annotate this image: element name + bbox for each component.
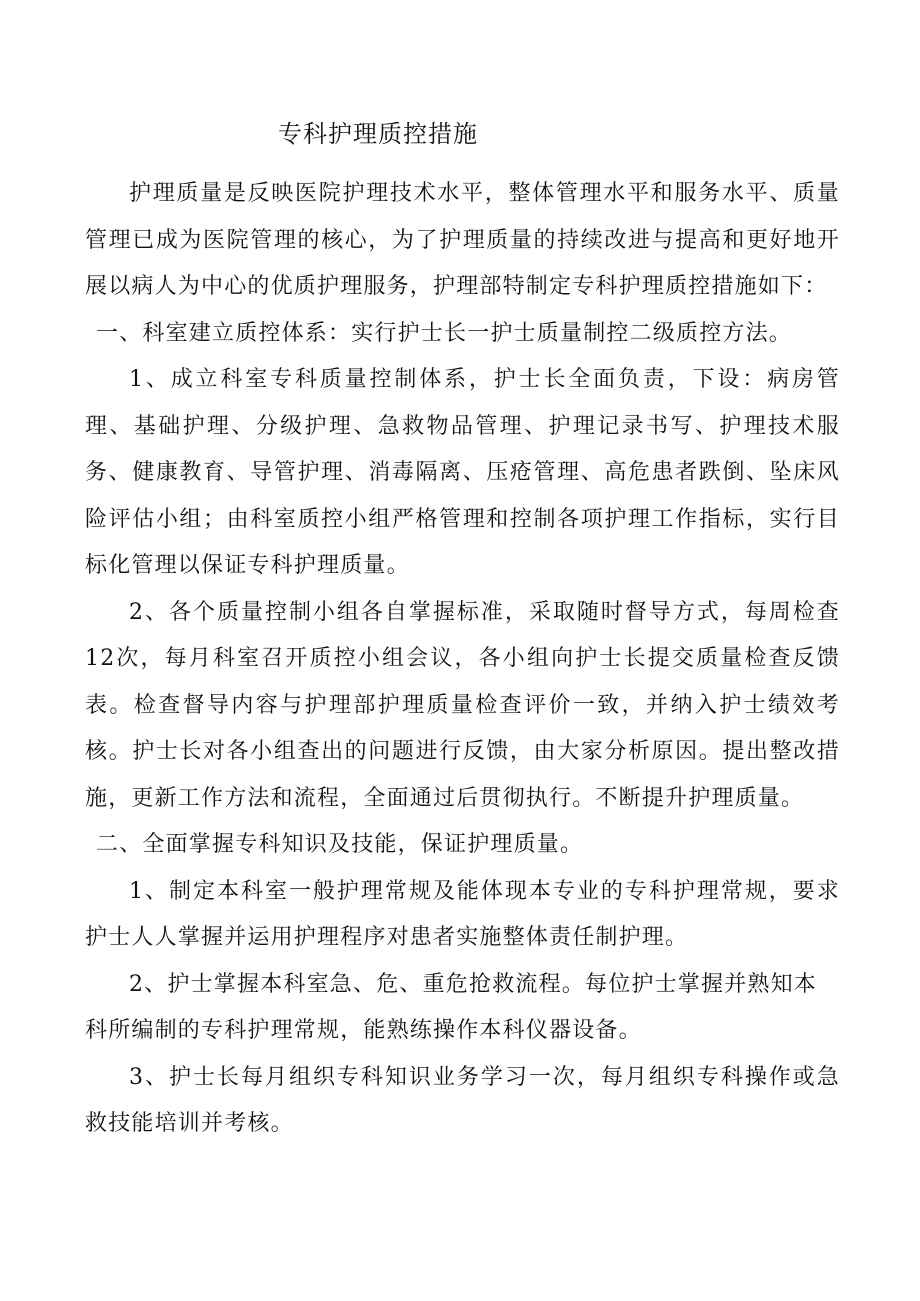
section-2-item-2-line-1: 2、护士掌握本科室急、危、重危抢救流程。每位护士掌握并熟知本: [129, 971, 817, 997]
intro-paragraph: 护理质量是反映医院护理技术水平，整体管理水平和服务水平、质量管理已成为医院管理的核心，为了护理质量的持续改进与提高和更好地开展以病人为中心的优质护理服务，护理部特制定专科护理质控措施如下：: [85, 181, 840, 299]
section-heading-1: 一、科室建立质控体系：实行护士长一护士质量制控二级质控方法。: [96, 320, 793, 346]
section-1-item-2: 2、各个质量控制小组各自掌握标准，采取随时督导方式，每周检查12次，每月科室召开质控小组会议，各小组向护士长提交质量检查反馈表。检查督导内容与护理部护理质量检查评价一致，并纳入护士绩效考核。护士长对各小组查出的问题进行反馈，由大家分析原因。提出整改措施，更新工作方法和流程，全面通过后贯彻执行。不断提升护理质量。: [85, 599, 840, 811]
section-2-item-3: 3、护士长每月组织专科知识业务学习一次，每月组织专科操作或急救技能培训并考核。: [85, 1064, 840, 1136]
section-1-item-1: 1、成立科室专科质量控制体系，护士长全面负责，下设：病房管理、基础护理、分级护理、急救物品管理、护理记录书写、护理技术服务、健康教育、导管护理、消毒隔离、压疮管理、高危患者跌倒、坠床风险评估小组；由科室质控小组严格管理和控制各项护理工作指标，实行目标化管理以保证专科护理质量。: [85, 367, 840, 578]
document-body: [85, 113, 840, 1148]
section-2-item-2-line-2: 科所编制的专科护理常规，能熟练操作本科仪器设备。: [85, 1018, 642, 1043]
document-title: 专科护理质控措施: [278, 120, 478, 148]
section-heading-2: 二、全面掌握专科知识及技能，保证护理质量。: [96, 832, 584, 857]
section-2-item-1: 1、制定本科室一般护理常规及能体现本专业的专科护理常规，要求护士人人掌握并运用护理程序对患者实施整体责任制护理。: [85, 878, 840, 950]
